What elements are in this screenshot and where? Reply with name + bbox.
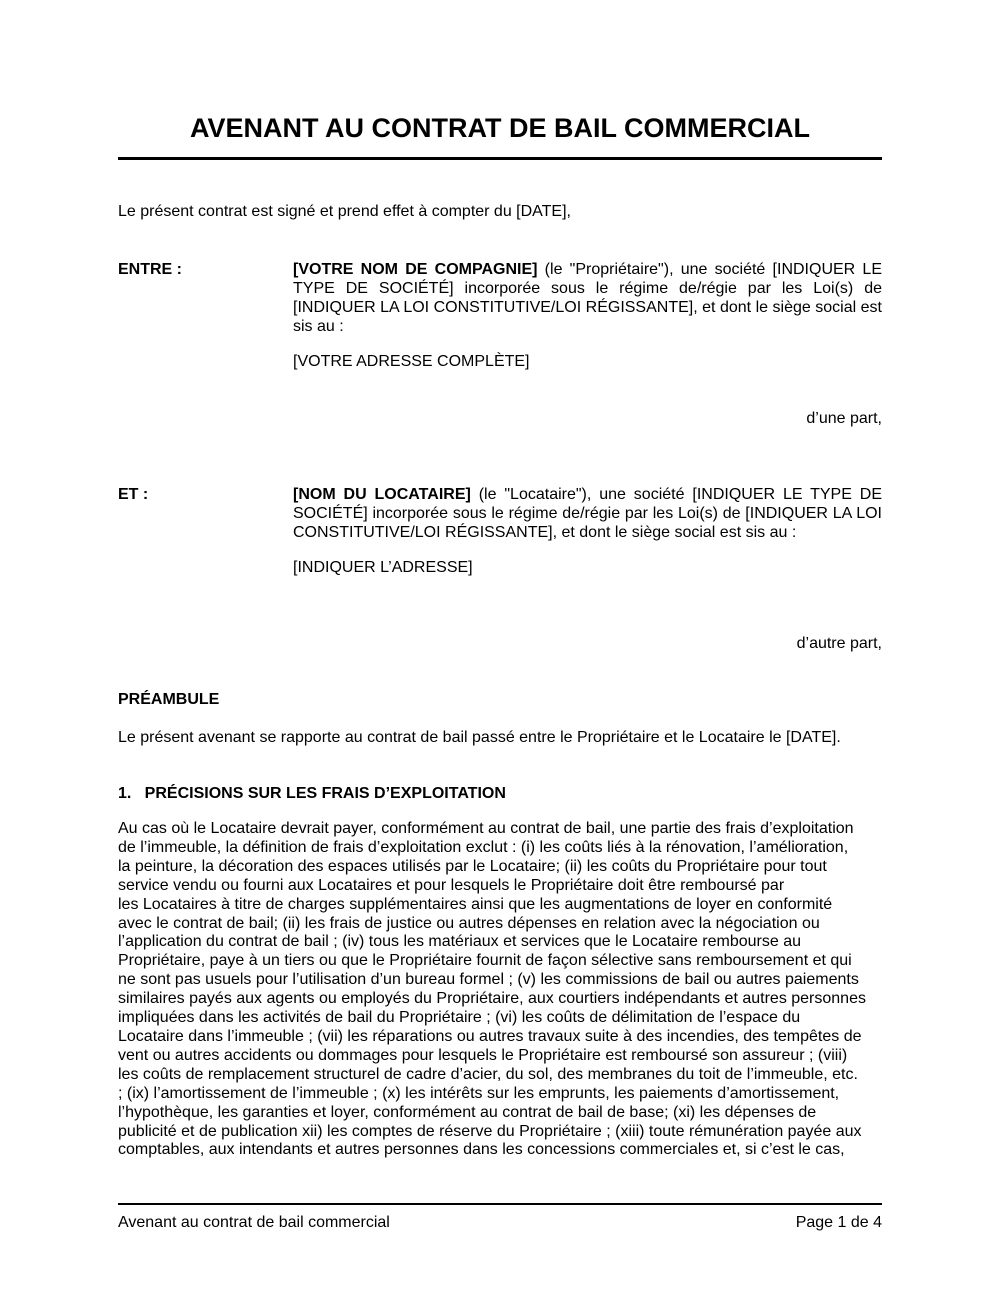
party2-closing: d’autre part, xyxy=(796,635,882,652)
body-line: service vendu ou fourni aux Locataires et pour lesquels le Propriétaire doit être remboursé par xyxy=(118,876,785,894)
body-line: l’hypothèque, les garanties et loyer, conformément au contrat de bail de base; (xi) les dépenses de xyxy=(118,1103,817,1121)
section1-heading: 1. PRÉCISIONS SUR LES FRAIS D’EXPLOITATION xyxy=(118,785,506,802)
party1-label: ENTRE : xyxy=(118,261,182,278)
party1-text: (le "Propriétaire"), une société [INDIQUER LE TYPE DE SOCIÉTÉ] incorporée sous le régime de/régie par les Loi(s) de [INDIQUER LA LOI CONSTITUTIVE/LOI RÉGISSANTE], et dont le siège social est sis au : xyxy=(293,261,883,335)
body-line: les Locataires à titre de charges supplémentaires ainsi que les augmentations de loyer en conformité xyxy=(118,895,833,913)
body-line: publicité et de publication xii) les comptes de réserve du Propriétaire ; (xiii) toute rémunération payée aux xyxy=(118,1122,862,1140)
party1-description xyxy=(293,260,882,336)
body-line: ne sont pas usuels pour l’utilisation d’un bureau formel ; (v) les commissions de bail ou autres paiements xyxy=(118,971,859,989)
body-line: Locataire dans l’immeuble ; (vii) les réparations ou autres travaux suite à des incendies, des tempêtes de xyxy=(118,1027,862,1045)
body-line: vent ou autres accidents ou dommages pour lesquels le Propriétaire est remboursé son assureur ; (viii) xyxy=(118,1046,848,1064)
body-line: l’application du contrat de bail ; (iv) tous les matériaux et services que le Locataire rembourse au xyxy=(118,933,802,951)
body-line: de l’immeuble, la définition de frais d’exploitation exclut : (i) les coûts liés à la rénovation, l’amélioration, xyxy=(118,838,849,856)
party2-name: [NOM DU LOCATAIRE] xyxy=(293,486,471,503)
body-line: comptables, aux intendants et autres personnes dans les concessions commerciales et, si c’est le cas, xyxy=(118,1141,845,1159)
party2-label: ET : xyxy=(118,486,149,503)
body-line: ; (ix) l’amortissement de l’immeuble ; (x) les intérêts sur les emprunts, les paiements d’amortissement, xyxy=(118,1084,840,1102)
title-divider xyxy=(118,157,882,160)
preamble-text: Le présent avenant se rapporte au contrat de bail passé entre le Propriétaire et le Locataire le [DATE]. xyxy=(118,729,841,746)
party1-address: [VOTRE ADRESSE COMPLÈTE] xyxy=(293,353,530,370)
body-line: impliquées dans les activités de bail du Propriétaire ; (vi) les coûts de délimitation de l’espace du xyxy=(118,1009,801,1027)
section1-body xyxy=(118,820,882,1160)
party2-description xyxy=(293,485,882,542)
body-line: avec le contrat de bail; (ii) les frais de justice ou autres dépenses en relation avec la négociation ou xyxy=(118,914,820,932)
body-line: la peinture, la décoration des espaces utilisés par le Locataire; (ii) les coûts du Propriétaire pour tout xyxy=(118,857,827,875)
party2-address: [INDIQUER L’ADRESSE] xyxy=(293,559,473,576)
body-line: Au cas où le Locataire devrait payer, conformément au contrat de bail, une partie des frais d’exploitation xyxy=(118,820,854,837)
footer-title: Avenant au contrat de bail commercial xyxy=(118,1214,390,1231)
page-number: Page 1 de 4 xyxy=(795,1214,882,1231)
body-line: similaires payés aux agents ou employés du Propriétaire, aux courtiers indépendants et autres personnes xyxy=(118,990,866,1008)
party1-closing: d’une part, xyxy=(806,410,882,427)
body-line: Propriétaire, paye à un tiers ou que le Propriétaire fournit de façon sélective sans remboursement et qui xyxy=(118,952,852,970)
party1-name: [VOTRE NOM DE COMPAGNIE] xyxy=(293,261,538,278)
document-title: AVENANT AU CONTRAT DE BAIL COMMERCIAL xyxy=(190,113,810,143)
preamble-heading: PRÉAMBULE xyxy=(118,691,220,708)
intro-paragraph: Le présent contrat est signé et prend effet à compter du [DATE], xyxy=(118,203,571,220)
footer-divider xyxy=(118,1203,882,1205)
body-line: les coûts de remplacement structurel de cadre d’acier, du sol, des membranes du toit de l’immeuble, etc. xyxy=(118,1065,858,1083)
party2-text: (le "Locataire"), une société [INDIQUER LE TYPE DE SOCIÉTÉ] incorporée sous le régime de/régie par les Loi(s) de [INDIQUER LA LOI CONSTITUTIVE/LOI RÉGISSANTE], et dont le siège social est sis au : xyxy=(293,486,883,541)
